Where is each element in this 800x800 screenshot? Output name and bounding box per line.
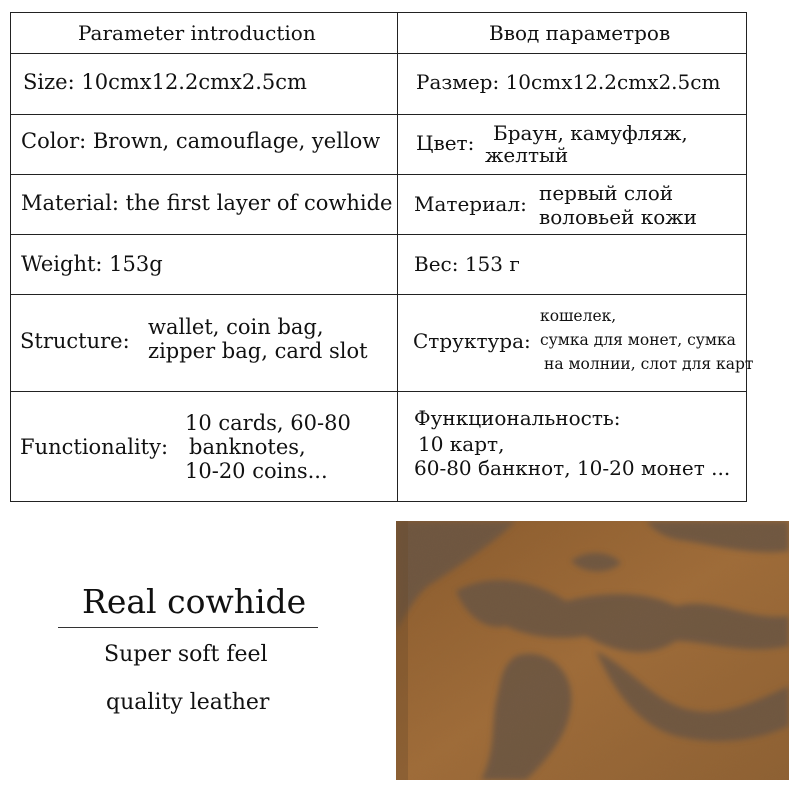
table-row-material-en <box>11 175 398 235</box>
functionality-ru-line-2: 10 карт, <box>418 432 505 456</box>
functionality-ru-line-1: Функциональность: <box>414 406 621 430</box>
parameter-table <box>10 12 754 502</box>
structure-ru-line-3: на молнии, слот для карт <box>544 355 754 373</box>
material-ru-label: Материал: <box>414 192 527 216</box>
table-row-color-en <box>11 115 398 175</box>
table-header-en: Parameter introduction <box>78 21 316 45</box>
table-header-en-cell <box>11 13 398 54</box>
material-ru-line-2: воловьей кожи <box>539 205 697 229</box>
material-ru-line-1: первый слой <box>539 181 674 205</box>
table-row-structure-ru <box>398 295 754 392</box>
table-header-ru-cell <box>398 13 747 54</box>
promo-subtitle-soft: Super soft feel <box>104 642 268 667</box>
table-row-weight-en <box>11 235 398 295</box>
size-en: Size: 10cmx12.2cmx2.5cm <box>23 70 307 94</box>
functionality-en-line-3: 10-20 coins... <box>185 459 328 483</box>
weight-en: Weight: 153g <box>21 252 163 276</box>
structure-en-line-1: wallet, coin bag, <box>148 315 324 339</box>
promo-divider <box>58 627 318 628</box>
weight-ru: Вес: 153 г <box>414 252 520 276</box>
size-ru: Размер: 10cmx12.2cmx2.5cm <box>416 70 721 94</box>
color-en: Color: Brown, camouflage, yellow <box>21 129 381 153</box>
structure-ru-label: Структура: <box>413 329 531 353</box>
promo-subtitle-quality: quality leather <box>106 690 270 715</box>
table-row-size-en <box>11 54 398 115</box>
color-ru-label: Цвет: <box>416 131 475 155</box>
functionality-en-label: Functionality: <box>20 435 169 459</box>
table-row-color-ru <box>398 115 747 175</box>
color-ru-line-1: Браун, камуфляж, <box>493 121 688 145</box>
structure-en-line-2: zipper bag, card slot <box>148 339 368 363</box>
promo-title: Real cowhide <box>82 582 307 621</box>
camouflage-leather-swatch-icon <box>396 521 789 780</box>
table-row-functionality-en <box>11 392 398 502</box>
table-row-functionality-ru <box>398 392 747 502</box>
color-ru-line-2: желтый <box>485 143 569 167</box>
functionality-ru-line-3: 60-80 банкнот, 10-20 монет ... <box>414 456 731 480</box>
functionality-en-line-1: 10 cards, 60-80 <box>185 411 351 435</box>
structure-en-label: Structure: <box>20 329 130 353</box>
material-en: Material: the first layer of cowhide <box>21 191 393 215</box>
functionality-en-line-2: banknotes, <box>189 435 306 459</box>
table-row-size-ru <box>398 54 747 115</box>
structure-ru-line-2: сумка для монет, сумка <box>540 331 736 349</box>
table-row-structure-en <box>11 295 398 392</box>
table-header-ru: Ввод параметров <box>489 21 671 45</box>
structure-ru-line-1: кошелек, <box>540 307 617 325</box>
table-row-weight-ru <box>398 235 747 295</box>
table-row-material-ru <box>398 175 747 235</box>
